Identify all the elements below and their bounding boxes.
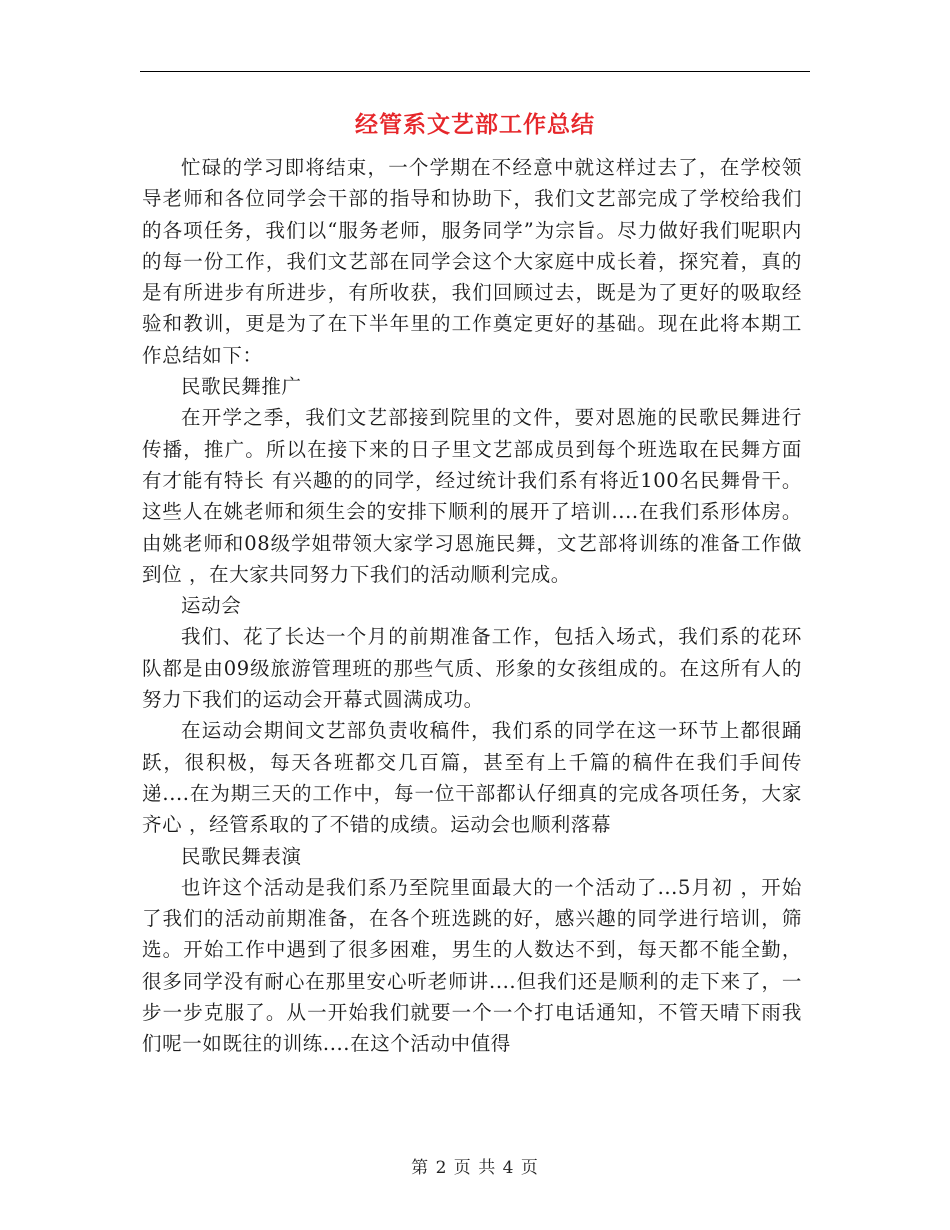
paragraph-sports-meet-manuscripts: 在运动会期间文艺部负责收稿件，我们系的同学在这一环节上都很踊跃，很积极，每天各班都交几百篇，甚至有上千篇的稿件在我们手间传递....在为期三天的工作中，每一位干部都认仔细真的完成各项任务，大家齐心 ，经管系取的了不错的成绩。运动会也顺利落幕: [142, 719, 802, 837]
header-rule: [140, 71, 810, 72]
section-heading-folk-dance-performance: 民歌民舞表演: [181, 844, 302, 868]
document-body: [142, 152, 802, 1060]
document-title: 经管系文艺部工作总结: [355, 111, 595, 138]
paragraph-intro: 忙碌的学习即将结束，一个学期在不经意中就这样过去了，在学校领导老师和各位同学会干部的指导和协助下，我们文艺部完成了学校给我们的各项任务，我们以“服务老师，服务同学”为宗旨。尽力做好我们呢职内的每一份工作，我们文艺部在同学会这个大家庭中成长着，探究着，真的是有所进步有所进步，有所收获，我们回顾过去，既是为了更好的吸取经验和教训，更是为了在下半年里的工作奠定更好的基础。现在此将本期工作总结如下：: [142, 156, 802, 367]
section-heading-sports-meet: 运动会: [181, 594, 242, 618]
paragraph-folk-dance-performance: 也许这个活动是我们系乃至院里面最大的一个活动了...5月初 ，开始了我们的活动前期准备，在各个班选跳的好，感兴趣的同学进行培训，筛选。开始工作中遇到了很多困难，男生的人数达不到，每天都不能全勤，很多同学没有耐心在那里安心听老师讲....但我们还是顺利的走下来了，一步一步克服了。从一开始我们就要一个一个打电话通知，不管天晴下雨我们呢一如既往的训练....在这个活动中值得: [142, 875, 802, 1056]
paragraph-folk-dance-promotion: 在开学之季，我们文艺部接到院里的文件，要对恩施的民歌民舞进行传播，推广。所以在接下来的日子里文艺部成员到每个班选取在民舞方面有才能有特长 有兴趣的的同学，经过统计我们系有将近100名民舞骨干。这些人在姚老师和须生会的安排下顺利的展开了培训....在我们系形体房。由姚老师和08级学姐带领大家学习恩施民舞，文艺部将训练的准备工作做到位 ，在大家共同努力下我们的活动顺利完成。: [142, 406, 802, 586]
page-number-footer: 第 2 页 共 4 页: [411, 1158, 539, 1178]
section-heading-folk-dance-promotion: 民歌民舞推广: [181, 375, 302, 399]
paragraph-sports-meet-opening: 我们、花了长达一个月的前期准备工作，包括入场式，我们系的花环队都是由09级旅游管理班的那些气质、形象的女孩组成的。在这所有人的努力下我们的运动会开幕式圆满成功。: [142, 625, 802, 712]
